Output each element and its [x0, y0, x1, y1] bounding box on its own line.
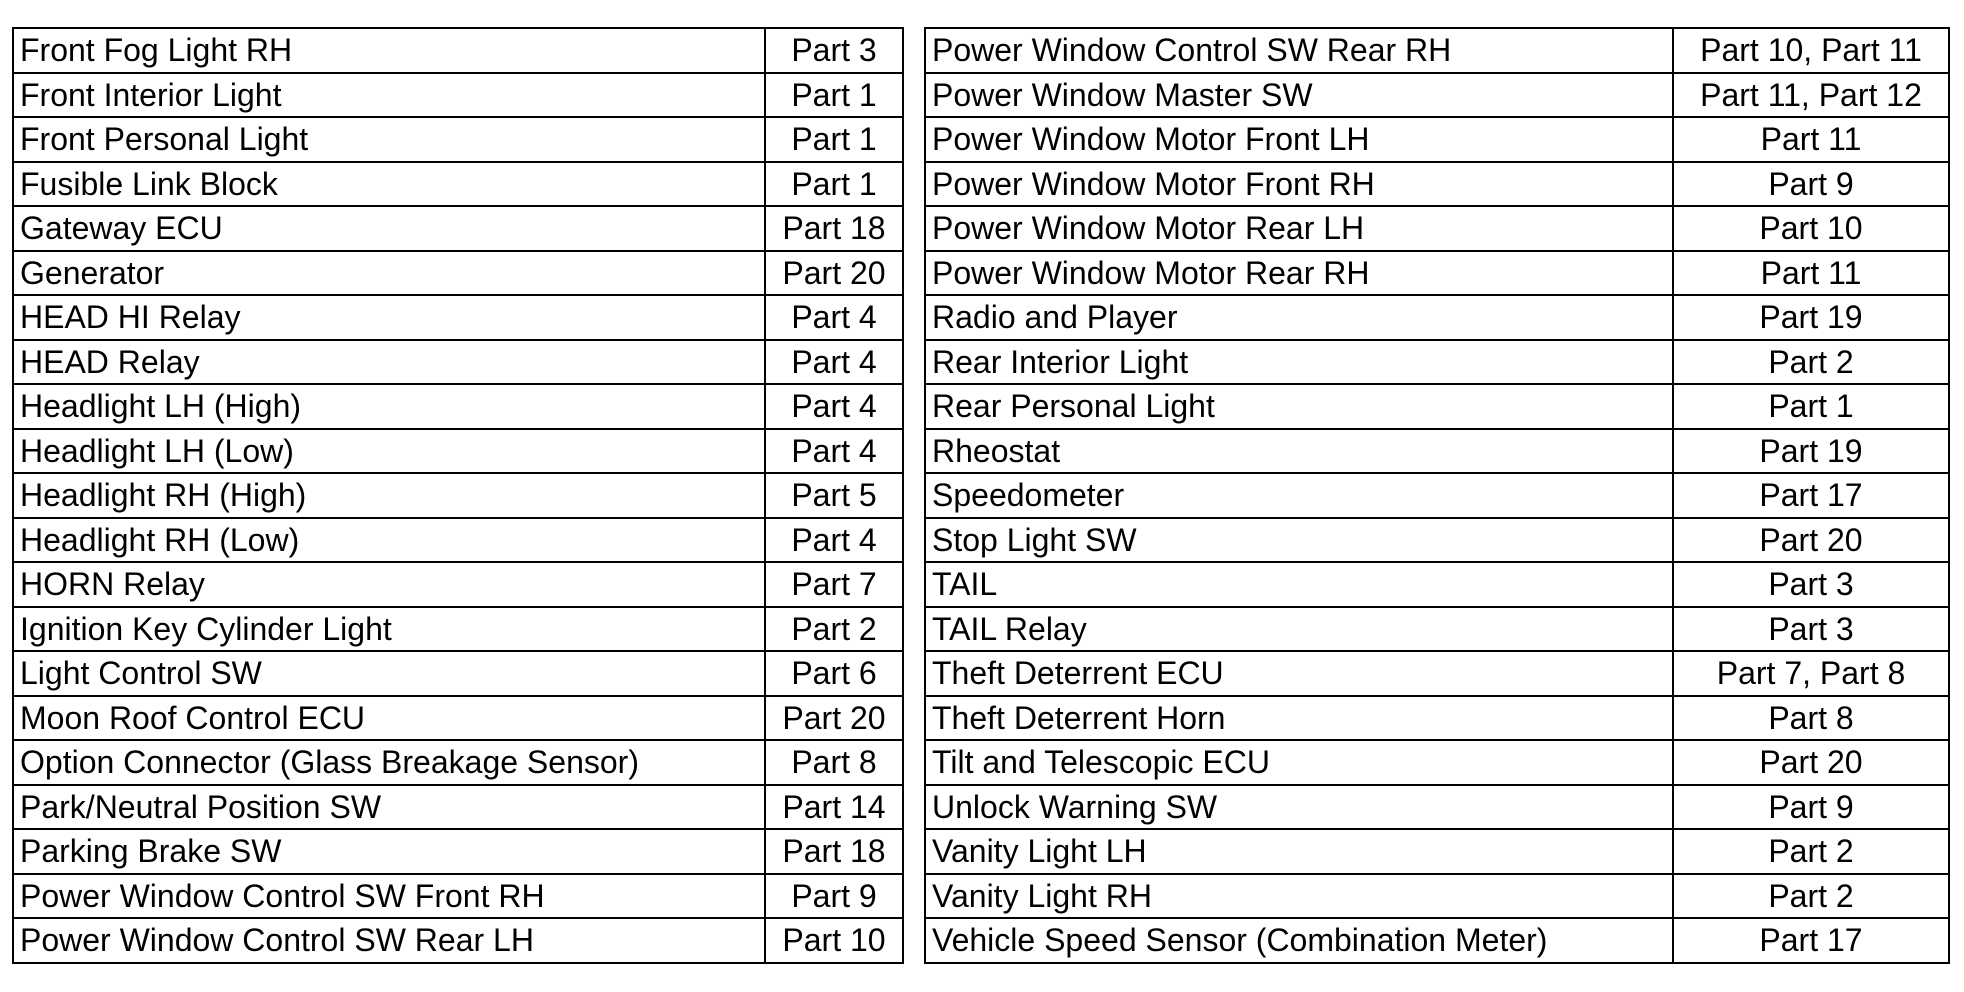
part-reference-cell: Part 2 — [1673, 829, 1949, 874]
component-name-cell: Front Personal Light — [13, 117, 765, 162]
part-reference-cell: Part 6 — [765, 651, 903, 696]
table-row — [13, 829, 903, 874]
table-row — [13, 740, 903, 785]
component-name-cell: Unlock Warning SW — [925, 785, 1673, 830]
component-name-cell: Power Window Master SW — [925, 73, 1673, 118]
table-body-right — [925, 28, 1949, 963]
part-reference-cell: Part 9 — [1673, 162, 1949, 207]
part-reference-cell: Part 4 — [765, 384, 903, 429]
component-name-cell: Stop Light SW — [925, 518, 1673, 563]
component-name-cell: Park/Neutral Position SW — [13, 785, 765, 830]
component-name-cell: Headlight RH (Low) — [13, 518, 765, 563]
component-index-table-left — [12, 27, 904, 964]
component-name-cell: Generator — [13, 251, 765, 296]
part-reference-cell: Part 4 — [765, 340, 903, 385]
table-row — [13, 28, 903, 73]
component-name-cell: Rheostat — [925, 429, 1673, 474]
component-name-cell: Vehicle Speed Sensor (Combination Meter) — [925, 918, 1673, 963]
part-reference-cell: Part 18 — [765, 206, 903, 251]
part-reference-cell: Part 3 — [1673, 607, 1949, 652]
part-reference-cell: Part 2 — [765, 607, 903, 652]
table-row — [925, 162, 1949, 207]
table-row — [13, 651, 903, 696]
table-row — [13, 340, 903, 385]
component-name-cell: Option Connector (Glass Breakage Sensor) — [13, 740, 765, 785]
component-name-cell: Power Window Motor Front LH — [925, 117, 1673, 162]
part-reference-cell: Part 1 — [765, 162, 903, 207]
table-row — [13, 295, 903, 340]
part-reference-cell: Part 11 — [1673, 117, 1949, 162]
part-reference-cell: Part 4 — [765, 429, 903, 474]
component-name-cell: Theft Deterrent Horn — [925, 696, 1673, 741]
table-row — [925, 28, 1949, 73]
component-name-cell: Moon Roof Control ECU — [13, 696, 765, 741]
part-reference-cell: Part 2 — [1673, 340, 1949, 385]
part-reference-cell: Part 10, Part 11 — [1673, 28, 1949, 73]
part-reference-cell: Part 19 — [1673, 295, 1949, 340]
part-reference-cell: Part 20 — [1673, 740, 1949, 785]
part-reference-cell: Part 8 — [1673, 696, 1949, 741]
table-row — [13, 206, 903, 251]
component-name-cell: HEAD Relay — [13, 340, 765, 385]
part-reference-cell: Part 20 — [765, 251, 903, 296]
table-row — [925, 607, 1949, 652]
table-row — [925, 562, 1949, 607]
table-row — [925, 518, 1949, 563]
part-reference-cell: Part 14 — [765, 785, 903, 830]
part-reference-cell: Part 20 — [765, 696, 903, 741]
component-name-cell: Front Interior Light — [13, 73, 765, 118]
table-row — [13, 73, 903, 118]
component-name-cell: Front Fog Light RH — [13, 28, 765, 73]
table-row — [13, 918, 903, 963]
part-reference-cell: Part 10 — [765, 918, 903, 963]
component-name-cell: Headlight LH (Low) — [13, 429, 765, 474]
part-reference-cell: Part 7, Part 8 — [1673, 651, 1949, 696]
part-reference-cell: Part 9 — [1673, 785, 1949, 830]
part-reference-cell: Part 10 — [1673, 206, 1949, 251]
table-row — [13, 696, 903, 741]
component-name-cell: Headlight RH (High) — [13, 473, 765, 518]
part-reference-cell: Part 2 — [1673, 874, 1949, 919]
table-row — [13, 473, 903, 518]
table-row — [925, 206, 1949, 251]
component-name-cell: Vanity Light RH — [925, 874, 1673, 919]
table-row — [925, 740, 1949, 785]
table-row — [13, 518, 903, 563]
table-row — [925, 651, 1949, 696]
table-row — [925, 429, 1949, 474]
part-reference-cell: Part 4 — [765, 295, 903, 340]
part-reference-cell: Part 3 — [1673, 562, 1949, 607]
table-row — [13, 874, 903, 919]
component-name-cell: Radio and Player — [925, 295, 1673, 340]
part-reference-cell: Part 11, Part 12 — [1673, 73, 1949, 118]
part-reference-cell: Part 3 — [765, 28, 903, 73]
component-name-cell: Ignition Key Cylinder Light — [13, 607, 765, 652]
component-name-cell: Light Control SW — [13, 651, 765, 696]
component-name-cell: HORN Relay — [13, 562, 765, 607]
component-name-cell: Power Window Control SW Rear LH — [13, 918, 765, 963]
component-name-cell: Theft Deterrent ECU — [925, 651, 1673, 696]
component-name-cell: Tilt and Telescopic ECU — [925, 740, 1673, 785]
component-name-cell: Gateway ECU — [13, 206, 765, 251]
component-name-cell: TAIL — [925, 562, 1673, 607]
part-reference-cell: Part 20 — [1673, 518, 1949, 563]
table-row — [925, 295, 1949, 340]
table-row — [13, 117, 903, 162]
part-reference-cell: Part 4 — [765, 518, 903, 563]
table-row — [13, 162, 903, 207]
part-reference-cell: Part 1 — [765, 73, 903, 118]
part-reference-cell: Part 1 — [1673, 384, 1949, 429]
part-reference-cell: Part 18 — [765, 829, 903, 874]
table-row — [925, 384, 1949, 429]
table-row — [13, 785, 903, 830]
part-reference-cell: Part 5 — [765, 473, 903, 518]
component-name-cell: TAIL Relay — [925, 607, 1673, 652]
table-row — [925, 874, 1949, 919]
component-name-cell: Headlight LH (High) — [13, 384, 765, 429]
table-row — [925, 918, 1949, 963]
table-row — [13, 562, 903, 607]
component-name-cell: Power Window Control SW Rear RH — [925, 28, 1673, 73]
table-row — [925, 696, 1949, 741]
table-row — [13, 251, 903, 296]
table-row — [13, 384, 903, 429]
component-name-cell: Fusible Link Block — [13, 162, 765, 207]
part-reference-cell: Part 17 — [1673, 473, 1949, 518]
part-reference-cell: Part 11 — [1673, 251, 1949, 296]
part-reference-cell: Part 17 — [1673, 918, 1949, 963]
component-name-cell: Rear Personal Light — [925, 384, 1673, 429]
component-name-cell: Power Window Control SW Front RH — [13, 874, 765, 919]
part-reference-cell: Part 1 — [765, 117, 903, 162]
table-row — [925, 251, 1949, 296]
part-reference-cell: Part 7 — [765, 562, 903, 607]
table-row — [925, 340, 1949, 385]
table-body-left — [13, 28, 903, 963]
table-row — [13, 607, 903, 652]
component-name-cell: Vanity Light LH — [925, 829, 1673, 874]
table-row — [925, 785, 1949, 830]
component-name-cell: Power Window Motor Rear LH — [925, 206, 1673, 251]
component-name-cell: Rear Interior Light — [925, 340, 1673, 385]
component-name-cell: Parking Brake SW — [13, 829, 765, 874]
component-name-cell: Speedometer — [925, 473, 1673, 518]
component-name-cell: HEAD HI Relay — [13, 295, 765, 340]
part-reference-cell: Part 9 — [765, 874, 903, 919]
component-name-cell: Power Window Motor Front RH — [925, 162, 1673, 207]
component-name-cell: Power Window Motor Rear RH — [925, 251, 1673, 296]
table-row — [925, 117, 1949, 162]
table-row — [925, 829, 1949, 874]
part-reference-cell: Part 19 — [1673, 429, 1949, 474]
part-reference-cell: Part 8 — [765, 740, 903, 785]
table-row — [13, 429, 903, 474]
component-index-table-right — [924, 27, 1950, 964]
table-row — [925, 73, 1949, 118]
table-row — [925, 473, 1949, 518]
